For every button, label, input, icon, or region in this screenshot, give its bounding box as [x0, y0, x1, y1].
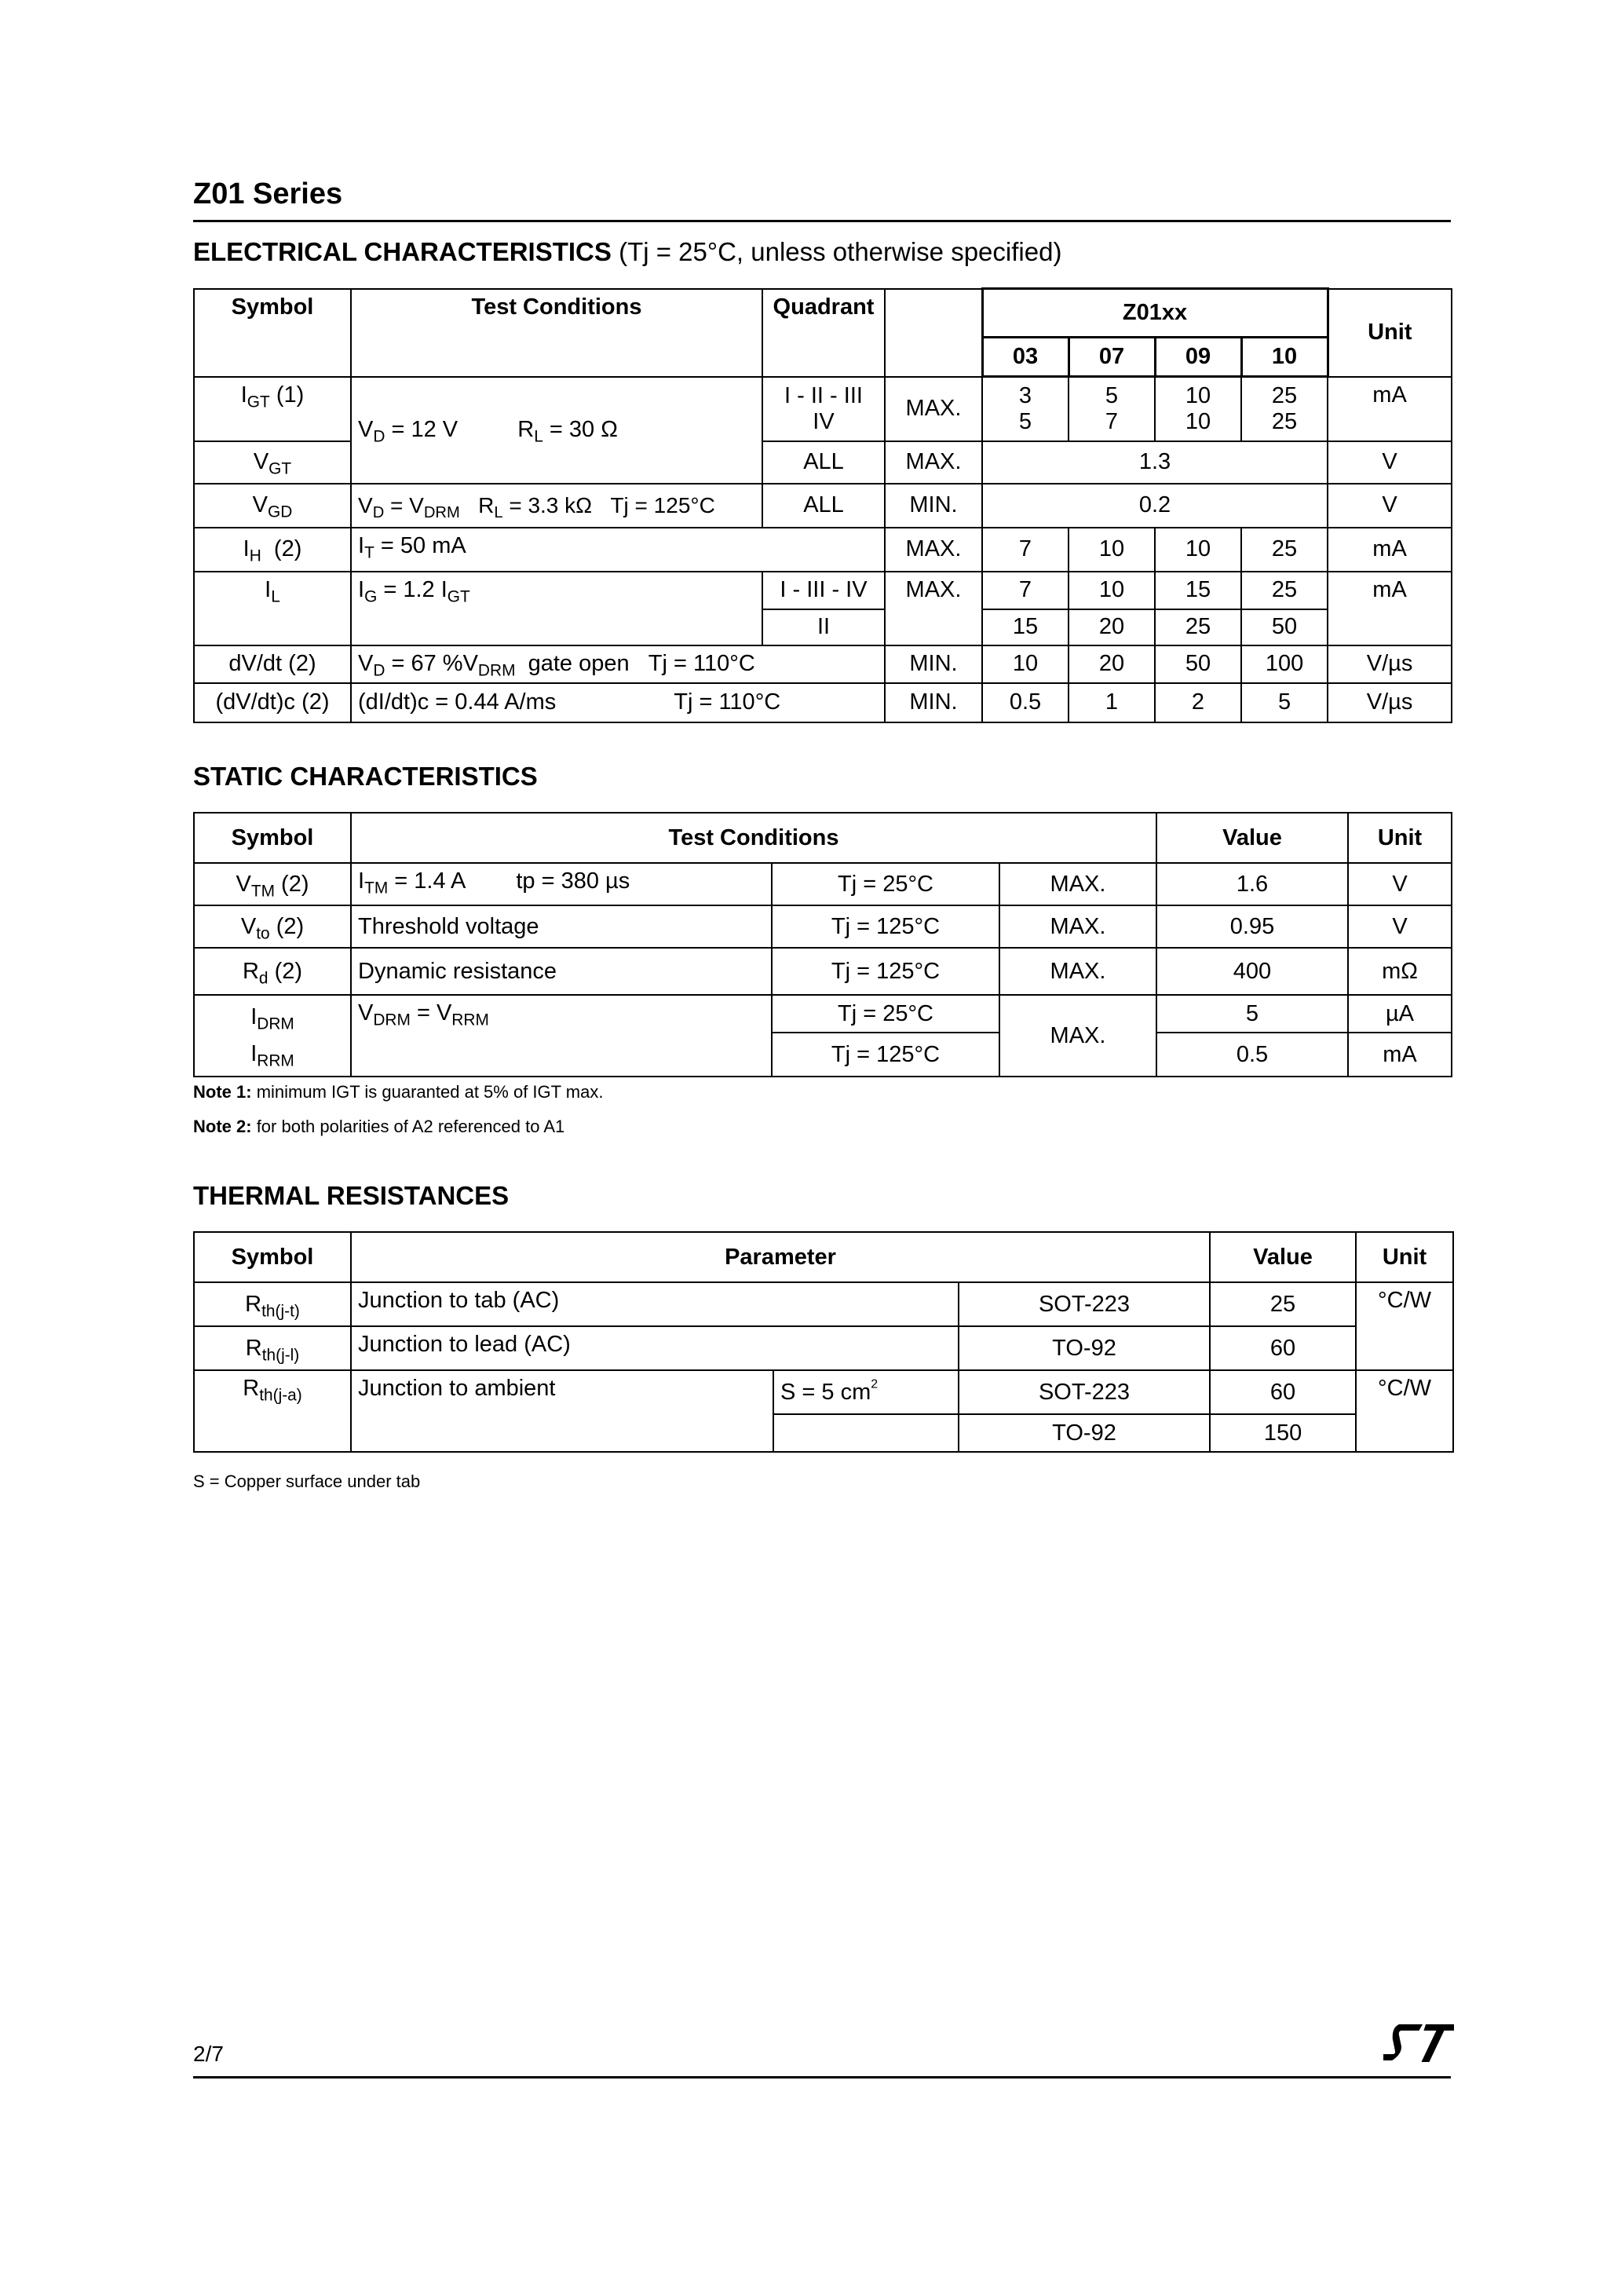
value-vtm: 1.6 [1156, 863, 1348, 905]
param-rjt: Junction to tab (AC) [351, 1282, 959, 1326]
symbol-vgd: $V_{GD}$ [194, 484, 351, 528]
thermal-title: THERMAL RESISTANCES [193, 1181, 510, 1210]
value-ih-10: 25 [1241, 528, 1328, 572]
variant-10: 10 [1241, 338, 1328, 377]
value-dvdtc-09: 2 [1155, 683, 1241, 722]
limit-vto: MAX. [999, 905, 1156, 948]
limit-dvdt: MIN. [885, 645, 982, 683]
static-title: STATIC CHARACTERISTICS [193, 762, 538, 791]
cond-vto: Threshold voltage [351, 905, 772, 948]
col-test-conditions: Test Conditions [351, 289, 762, 377]
header-rule [193, 220, 1451, 222]
value-il-10-a: 25 [1241, 572, 1328, 609]
limit-vgt: MAX. [885, 441, 982, 484]
limit-ih: MAX. [885, 528, 982, 572]
value-il-03-a: 7 [982, 572, 1069, 609]
unit-rja: °C/W [1356, 1370, 1453, 1452]
symbol-vto: $V_{to}$ (2) [194, 905, 351, 948]
col-group-z01xx: Z01xx [982, 289, 1328, 338]
variant-09: 09 [1155, 338, 1241, 377]
value-rja-1: 60 [1210, 1370, 1356, 1414]
value-ih-07: 10 [1069, 528, 1155, 572]
cond-vgd: $V_D = V_{DRM}$ $R_L = 3.3$ kΩ Tj = 125°C [351, 484, 762, 528]
tj-rd: Tj = 125°C [772, 948, 999, 995]
tj-vtm: Tj = 25°C [772, 863, 999, 905]
unit-rjt-rjl: °C/W [1356, 1282, 1453, 1370]
value-igt-09: 10 10 [1155, 377, 1241, 441]
value-vgt: 1.3 [982, 441, 1328, 484]
electrical-subtitle: (Tj = 25°C, unless otherwise specified) [619, 237, 1062, 266]
thermal-table [193, 1231, 1454, 1453]
surface-rja: S = 5 $cm^2$ [773, 1370, 959, 1414]
table-row [194, 683, 1452, 722]
unit-vgt: V [1328, 441, 1452, 484]
value-dvdtc-03: 0.5 [982, 683, 1069, 722]
table-row [194, 905, 1452, 948]
table-row [194, 1370, 1453, 1414]
unit-dvdt: V/µs [1328, 645, 1452, 683]
symbol-rd: $R_d$ (2) [194, 948, 351, 995]
cond-vtm: $I_{TM} = 1.4$ A tp = 380 µs [351, 863, 772, 905]
table-row [194, 484, 1452, 528]
value-rjt: 25 [1210, 1282, 1356, 1326]
col-unit: Unit [1328, 289, 1452, 377]
limit-vgd: MIN. [885, 484, 982, 528]
table-row [194, 377, 1452, 441]
electrical-header-row [194, 289, 1452, 338]
tj-idrm-2: Tj = 125°C [772, 1033, 999, 1077]
limit-rd: MAX. [999, 948, 1156, 995]
quadrant-vgt: ALL [762, 441, 885, 484]
value-ih-09: 10 [1155, 528, 1241, 572]
table-row [194, 1326, 1453, 1370]
symbol-rjt: $R_{th(j-t)}$ [194, 1282, 351, 1326]
col-value: Value [1156, 813, 1348, 863]
tj-idrm-1: Tj = 25°C [772, 995, 999, 1033]
col-quadrant: Quadrant [762, 289, 885, 377]
value-dvdt-10: 100 [1241, 645, 1328, 683]
electrical-table [193, 287, 1452, 723]
value-vto: 0.95 [1156, 905, 1348, 948]
st-logo-icon [1383, 2020, 1454, 2067]
symbol-igt: $I_{GT}$ (1) [194, 377, 351, 441]
value-dvdt-07: 20 [1069, 645, 1155, 683]
pkg-rja-1: SOT-223 [959, 1370, 1210, 1414]
unit-vtm: V [1348, 863, 1452, 905]
value-il-07-a: 10 [1069, 572, 1155, 609]
value-dvdt-09: 50 [1155, 645, 1241, 683]
value-dvdt-03: 10 [982, 645, 1069, 683]
st-logo [1383, 2020, 1454, 2067]
unit-igt: mA [1328, 377, 1452, 441]
table-row [194, 1282, 1453, 1326]
symbol-dvdtc: (dV/dt)c (2) [194, 683, 351, 722]
unit-vgd: V [1328, 484, 1452, 528]
value-il-09-b: 25 [1155, 609, 1241, 645]
value-vgd: 0.2 [982, 484, 1328, 528]
col-parameter: Parameter [351, 1232, 1210, 1282]
value-il-09-a: 15 [1155, 572, 1241, 609]
thermal-footnote: S = Copper surface under tab [193, 1472, 421, 1491]
param-rjl: Junction to lead (AC) [351, 1326, 959, 1370]
value-rjl: 60 [1210, 1326, 1356, 1370]
tj-vto: Tj = 125°C [772, 905, 999, 948]
symbol-vtm: $V_{TM}$ (2) [194, 863, 351, 905]
symbol-idrm-irrm: $I_{DRM}$ $I_{RRM}$ [194, 995, 351, 1077]
unit-vto: V [1348, 905, 1452, 948]
unit-idrm-2: mA [1348, 1033, 1452, 1077]
col-symbol: Symbol [194, 289, 351, 377]
pkg-rjt: SOT-223 [959, 1282, 1210, 1326]
quadrant-il-2: II [762, 609, 885, 645]
symbol-vgt: $V_{GT}$ [194, 441, 351, 484]
surface-rja-empty [773, 1414, 959, 1452]
limit-igt: MAX. [885, 377, 982, 441]
param-rja: Junction to ambient [351, 1370, 773, 1452]
value-igt-10: 25 25 [1241, 377, 1328, 441]
table-row [194, 572, 1452, 609]
col-symbol: Symbol [194, 1232, 351, 1282]
symbol-dvdt: dV/dt (2) [194, 645, 351, 683]
symbol-rjl: $R_{th(j-l)}$ [194, 1326, 351, 1370]
cond-dvdt: $V_D = 67$ $\%V_{DRM}$ gate open Tj = 110°C [351, 645, 885, 683]
symbol-il: $I_L$ [194, 572, 351, 645]
unit-ih: mA [1328, 528, 1452, 572]
limit-il: MAX. [885, 572, 982, 645]
value-il-10-b: 50 [1241, 609, 1328, 645]
table-row [194, 863, 1452, 905]
col-unit: Unit [1356, 1232, 1453, 1282]
limit-dvdtc: MIN. [885, 683, 982, 722]
cond-ih: $I_T = 50$ mA [351, 528, 885, 572]
unit-dvdtc: V/µs [1328, 683, 1452, 722]
value-dvdtc-07: 1 [1069, 683, 1155, 722]
cond-idrm: $V_{DRM} = V_{RRM}$ [351, 995, 772, 1077]
limit-idrm: MAX. [999, 995, 1156, 1077]
col-limit [885, 289, 982, 377]
value-rd: 400 [1156, 948, 1348, 995]
quadrant-vgd: ALL [762, 484, 885, 528]
quadrant-igt: I - II - III IV [762, 377, 885, 441]
table-row [194, 995, 1452, 1033]
symbol-ih: $I_H$ (2) [194, 528, 351, 572]
electrical-section-title [193, 237, 1061, 267]
value-idrm-2: 0.5 [1156, 1033, 1348, 1077]
series-title: Z01 Series [193, 177, 343, 210]
col-symbol: Symbol [194, 813, 351, 863]
value-il-07-b: 20 [1069, 609, 1155, 645]
table-row [194, 528, 1452, 572]
table-row [194, 645, 1452, 683]
pkg-rjl: TO-92 [959, 1326, 1210, 1370]
cond-dvdtc: (dI/dt)c = 0.44 A/ms Tj = 110°C [351, 683, 885, 722]
col-unit: Unit [1348, 813, 1452, 863]
value-igt-03: 3 5 [982, 377, 1069, 441]
variant-03: 03 [982, 338, 1069, 377]
table-row [194, 948, 1452, 995]
value-igt-07: 5 7 [1069, 377, 1155, 441]
cond-igt-vgt: $V_D = 12$ V $R_L = 30$ Ω [351, 377, 762, 484]
footer-rule [193, 2076, 1451, 2078]
page-number: 2/7 [193, 2042, 224, 2066]
col-value: Value [1210, 1232, 1356, 1282]
value-rja-2: 150 [1210, 1414, 1356, 1452]
note-1: Note 1: minimum IGT is guaranted at 5% of IGT max. [193, 1082, 604, 1102]
thermal-header-row [194, 1232, 1453, 1282]
unit-rd: mΩ [1348, 948, 1452, 995]
symbol-rja: $R_{th(j-a)}$ [194, 1370, 351, 1452]
electrical-title: ELECTRICAL CHARACTERISTICS [193, 237, 612, 266]
limit-vtm: MAX. [999, 863, 1156, 905]
value-ih-03: 7 [982, 528, 1069, 572]
pkg-rja-2: TO-92 [959, 1414, 1210, 1452]
value-dvdtc-10: 5 [1241, 683, 1328, 722]
unit-il: mA [1328, 572, 1452, 645]
note-2: Note 2: for both polarities of A2 referenced to A1 [193, 1117, 565, 1136]
variant-07: 07 [1069, 338, 1155, 377]
static-table [193, 812, 1452, 1077]
static-header-row [194, 813, 1452, 863]
cond-il: $I_G = 1.2$ $I_{GT}$ [351, 572, 762, 645]
col-test-conditions: Test Conditions [351, 813, 1156, 863]
value-il-03-b: 15 [982, 609, 1069, 645]
value-idrm-1: 5 [1156, 995, 1348, 1033]
quadrant-il-1: I - III - IV [762, 572, 885, 609]
unit-idrm-1: µA [1348, 995, 1452, 1033]
cond-rd: Dynamic resistance [351, 948, 772, 995]
